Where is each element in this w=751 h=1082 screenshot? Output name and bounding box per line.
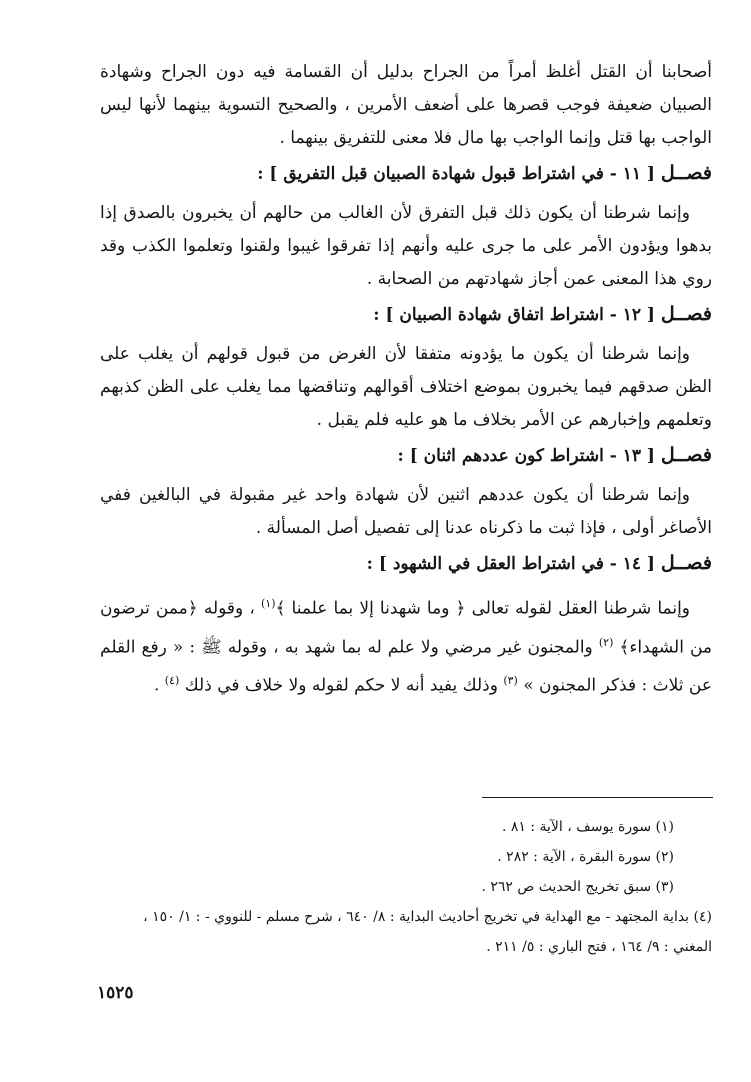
page-body [100,56,712,703]
section-title: [ ١٢ - اشتراط اتفاق شهادة الصبيان ] : [373,305,655,325]
section-title: [ ١١ - في اشتراط قبول شهادة الصبيان قبل التفريق ] : [257,164,655,184]
footnotes [100,812,712,962]
footnote-ref: (٢) [598,635,614,649]
footnote-ref: (٣) [503,674,518,688]
section-title: [ ١٣ - اشتراط كون عددهم اثنان ] : [397,446,655,466]
footnote-ref: (١) [260,597,276,610]
section-word: فصــل [660,552,712,574]
section-word: فصــل [660,303,712,325]
footnote-3: (٣) سبق تخريج الحديث ص ٢٦٢ . [481,879,674,895]
section-11-heading [100,157,712,191]
section-14-text: وإنما شرطنا العقل لقوله تعالى ﴿ وما شهدنا إلا بما علمنا ﴾$^{(١)}$ ، وقوله ﴿ممن ترضون من الشهداء﴾ $^{(٢)}$ والمجنون غير مرضي ولا علم له بما شهد به ، وقوله ﷺ : « رفع القلم عن ثلاث : فذكر المجنون » $^{(٣)}$ وذلك يفيد أنه لا حكم لقوله ولا خلاف في ذلك $^{(٤)}$ . [100,597,713,696]
section-word: فصــل [660,162,712,184]
section-title: [ ١٤ - في اشتراط العقل في الشهود ] : [366,554,655,574]
page-number: ١٥٢٥ [97,983,134,1003]
section-11-text: وإنما شرطنا أن يكون ذلك قبل التفرق لأن الغالب من حالهم أن يخبرون بالصدق إذا بدهوا ويؤدون الأمر على ما جرى عليه وأنهم إذا تفرقوا غيبوا ولقنوا وتعلموا الكذب وقد روي هذا المعنى عمن أجاز شهادتهم من الصحابة . [100,203,713,289]
footnote-divider [482,797,713,798]
section-13-heading [100,439,712,473]
footnote-2: (٢) سورة البقرة ، الآية : ٢٨٢ . [497,849,674,865]
section-word: فصــل [660,444,712,466]
intro-paragraph: أصحابنا أن القتل أغلظ أمراً من الجراح بدليل أن القسامة فيه دون الجراح وشهادة الصبيان ضعيفة فوجب قصرها على أضعف الأمرين ، والصحيح التسوية بينهما لأنها ليس الواجب بها قتل وإنما الواجب بها مال فلا معنى للتفريق بينهما . [100,62,712,148]
footnote-1: (١) سورة يوسف ، الآية : ٨١ . [501,819,674,835]
footnote-ref: (٤) [164,674,180,688]
section-14-heading [100,547,712,581]
section-12-heading [100,298,712,332]
section-13-text: وإنما شرطنا أن يكون عددهم اثنين لأن شهادة واحد غير مقبولة في البالغين ففي الأصاغر أولى ، فإذا ثبت ما ذكرناه عدنا إلى تفصيل أصل المسألة . [100,485,712,538]
footnote-4: (٤) بداية المجتهد - مع الهداية في تخريج أحاديث البداية : ٨/ ٦٤٠ ، شرح مسلم - للنووي - : ١/ ١٥٠ ، المغني : ٩/ ١٦٤ ، فتح الباري : ٥/ ٢١١ . [143,909,712,955]
section-12-text: وإنما شرطنا أن يكون ما يؤدونه متفقا لأن الغرض من قبول قولهم أن يغلب على الظن صدقهم فيما يخبرون بموضع اختلاف أقوالهم وتناقضها مما يغلب على الظن كذبهم وتعلمهم وإخبارهم عن الأمر بخلاف ما هو عليه فلم يقبل . [100,344,712,430]
